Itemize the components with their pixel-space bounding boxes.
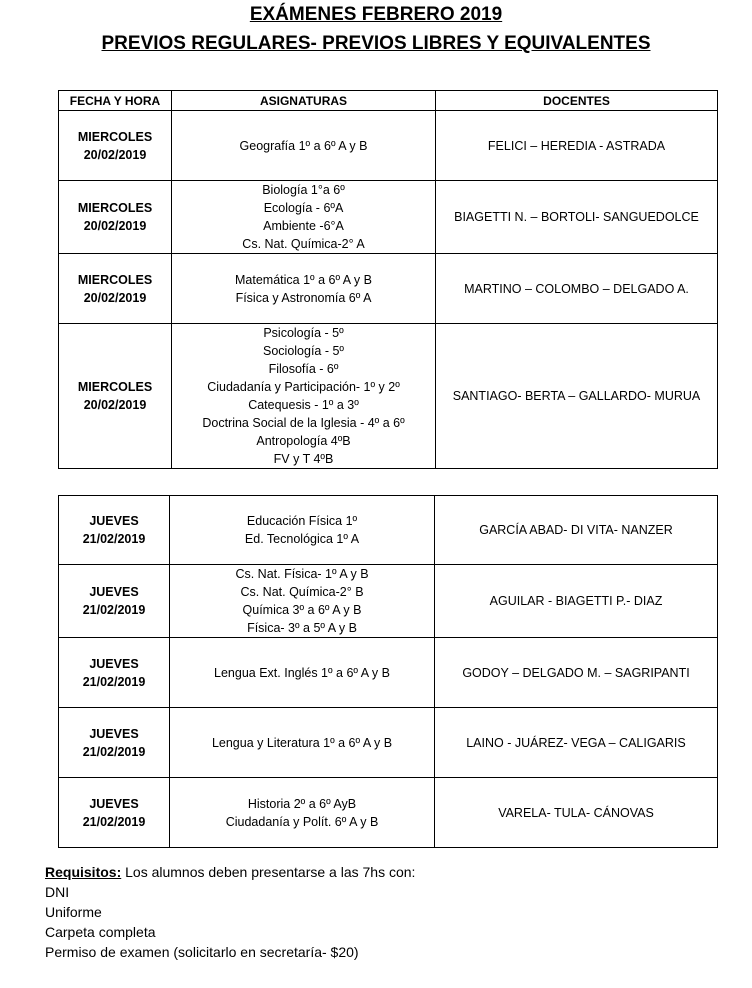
subject-item: Física y Astronomía 6º A [235,290,372,305]
page-subtitle: PREVIOS REGULARES- PREVIOS LIBRES Y EQUIVALENTES [101,33,651,54]
table-header-row [59,91,718,111]
page-title: EXÁMENES FEBRERO 2019 [249,4,503,25]
exam-date-cell [59,638,170,708]
table-row [59,638,718,708]
subjects-cell [170,638,435,708]
exam-date-cell [59,324,172,469]
subject-item: FV y T 4ºB [273,452,334,466]
subjects-cell [170,565,435,638]
subject-item: Lengua Ext. Inglés 1º a 6º A y B [214,665,390,680]
table-row [59,181,718,254]
subjects-cell [172,324,436,469]
teachers-cell: GARCÍA ABAD- DI VITA- NANZER [435,496,718,565]
exam-table-wednesday [58,90,718,469]
subject-item: Ecología - 6ºA [263,201,344,215]
teachers-cell: AGUILAR - BIAGETTI P.- DIAZ [435,565,718,638]
subject-item: Ed. Tecnológica 1º A [244,532,360,546]
table-row [59,324,718,469]
subjects-cell [170,708,435,778]
exam-day: JUEVES [89,796,139,811]
subject-item: Matemática 1º a 6º A y B [235,272,372,287]
exam-date-cell [59,496,170,565]
subject-item: Ambiente -6°A [263,219,344,233]
column-header-teachers: DOCENTES [436,91,718,111]
subject-item: Química 3º a 6º A y B [242,603,362,617]
exam-date: 21/02/2019 [82,814,146,829]
teachers-cell: GODOY – DELGADO M. – SAGRIPANTI [435,638,718,708]
exam-day: JUEVES [89,726,139,741]
exam-date-cell [59,778,170,848]
requirement-item: Carpeta completa [45,924,156,940]
exam-date: 21/02/2019 [82,674,146,689]
exam-day: JUEVES [89,656,139,671]
subject-item: Educación Física 1º [246,514,358,528]
exam-date: 20/02/2019 [83,147,147,162]
table-row [59,565,718,638]
exam-date: 20/02/2019 [83,290,147,305]
subject-item: Sociología - 5º [263,344,344,358]
requirements-label: Requisitos: [45,864,122,880]
subject-item: Cs. Nat. Química-2° B [240,585,364,599]
teachers-cell: BIAGETTI N. – BORTOLI- SANGUEDOLCE [436,181,718,254]
requirements-section [45,862,415,962]
exam-date-cell [59,708,170,778]
subject-item: Geografía 1º a 6º A y B [239,138,368,153]
subject-item: Cs. Nat. Química-2° A [242,237,365,251]
exam-day: MIERCOLES [77,380,153,394]
subject-item: Ciudadanía y Polít. 6º A y B [225,814,379,829]
subject-item: Doctrina Social de la Iglesia - 4º a 6º [202,416,405,430]
requirement-item: Uniforme [45,904,102,920]
subject-item: Psicología - 5º [263,326,344,340]
exam-day: MIERCOLES [77,201,153,215]
subject-item: Lengua y Literatura 1º a 6º A y B [211,735,393,750]
exam-date-cell [59,565,170,638]
exam-date-cell [59,181,172,254]
table-row [59,111,718,181]
exam-date-cell [59,111,172,181]
subject-item: Historia 2º a 6º AyB [247,796,357,811]
subjects-cell [170,778,435,848]
exam-date: 21/02/2019 [82,744,146,759]
table-row [59,708,718,778]
requirements-intro: Los alumnos deben presentarse a las 7hs con: [121,864,416,880]
subject-item: Biología 1°a 6º [262,183,345,197]
requirement-item: DNI [45,884,70,900]
subjects-cell [172,181,436,254]
exam-day: JUEVES [89,585,139,599]
requirements-heading [45,862,415,882]
subjects-cell [172,254,436,324]
table-row [59,778,718,848]
exam-day: MIERCOLES [77,272,153,287]
exam-date: 21/02/2019 [82,603,146,617]
exam-day: JUEVES [89,514,139,528]
exam-date: 21/02/2019 [82,532,146,546]
subjects-cell [172,111,436,181]
table-row [59,496,718,565]
teachers-cell: VARELA- TULA- CÁNOVAS [435,778,718,848]
exam-table-thursday [58,495,718,848]
exam-date: 20/02/2019 [83,219,147,233]
table-row [59,254,718,324]
subject-item: Catequesis - 1º a 3º [248,398,359,412]
teachers-cell: SANTIAGO- BERTA – GALLARDO- MURUA [436,324,718,469]
subject-item: Cs. Nat. Física- 1º A y B [235,567,369,581]
subjects-cell [170,496,435,565]
exam-date: 20/02/2019 [83,398,147,412]
exam-day: MIERCOLES [77,129,153,144]
subject-item: Filosofía - 6º [268,362,339,376]
requirement-item: Permiso de examen (solicitarlo en secretaría- $20) [45,944,359,960]
subject-item: Ciudadanía y Participación- 1º y 2º [207,380,400,394]
subject-item: Antropología 4ºB [256,434,351,448]
teachers-cell: FELICI – HEREDIA - ASTRADA [436,111,718,181]
exam-date-cell [59,254,172,324]
subject-item: Física- 3º a 5º A y B [247,621,357,635]
column-header-date: FECHA Y HORA [59,91,172,111]
teachers-cell: LAINO - JUÁREZ- VEGA – CALIGARIS [435,708,718,778]
teachers-cell: MARTINO – COLOMBO – DELGADO A. [436,254,718,324]
column-header-subjects: ASIGNATURAS [172,91,436,111]
